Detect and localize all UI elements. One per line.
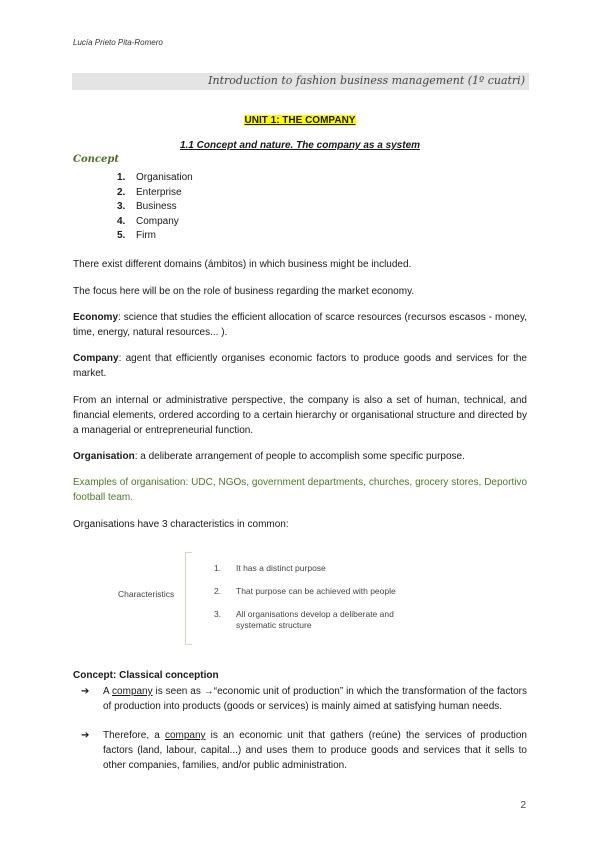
bullet-item	[81, 684, 527, 714]
course-title: Introduction to fashion business management (1º cuatri)	[208, 74, 525, 87]
diagram-item-number: 2.	[214, 586, 222, 596]
definition-company: : agent that efficiently organises economic factors to produce goods and services for the market.	[73, 353, 527, 379]
characteristics-diagram	[99, 551, 429, 645]
diagram-label: Characteristics	[118, 589, 175, 599]
arrow-icon: ➔	[81, 686, 90, 697]
list-item	[117, 186, 193, 201]
list-number: 2.	[117, 186, 126, 198]
list-number: 5.	[117, 230, 126, 242]
paragraph-domains: There exist different domains (ámbitos) in which business might be included.	[73, 259, 412, 270]
arrow-icon: ➔	[81, 730, 90, 741]
concept-list	[117, 171, 193, 244]
unit-title	[0, 110, 600, 128]
list-item	[117, 215, 193, 230]
definition-economy: : science that studies the efficient allocation of scarce resources (recursos escasos - money, time, energy, natural resources... ).	[73, 312, 527, 338]
list-number: 3.	[117, 201, 126, 213]
list-item	[117, 229, 193, 244]
paragraph-internal: From an internal or administrative perspective, the company is also a set of human, technical, and financial elements, ordered according to a certain hierarchy or organisational structure and directed by a managerial or entrepreneurial function.	[73, 395, 527, 436]
diagram-bracket	[185, 552, 192, 645]
list-label: Firm	[136, 230, 156, 242]
paragraph-characteristics-intro: Organisations have 3 characteristics in common:	[73, 519, 289, 530]
paragraph-examples: Examples of organisation: UDC, NGOs, government departments, churches, grocery stores, Deportivo football team.	[73, 477, 527, 503]
list-label: Enterprise	[136, 186, 182, 198]
paragraph-economy	[73, 310, 527, 340]
diagram-item-text: That purpose can be achieved with people	[236, 586, 396, 596]
bullet-text-part: is an economic unit that gathers (reúne) the services of production factors (land, labour, capital...) and uses them to produce goods and services that it sells to other companies, families, and/or public administration.	[103, 730, 527, 771]
term-economy: Economy	[73, 312, 119, 323]
section-title: 1.1 Concept and nature. The company as a system	[179, 140, 421, 151]
definition-organisation: : a deliberate arrangement of people to accomplish some specific purpose.	[134, 451, 465, 462]
unit-title-text: UNIT 1: THE COMPANY	[244, 115, 356, 126]
diagram-item-text: All organisations develop a deliberate and systematic structure	[236, 609, 394, 630]
classical-conception-heading: Concept: Classical conception	[73, 670, 219, 681]
paragraph-organisation	[73, 449, 527, 464]
term-organisation: Organisation	[73, 451, 135, 462]
bullet-text	[81, 684, 527, 714]
bullet-term: company	[164, 730, 206, 741]
bullet-item	[81, 728, 527, 773]
list-item	[117, 200, 193, 215]
bullet-term: company	[112, 686, 153, 697]
list-number: 1.	[117, 172, 126, 183]
paragraph-company	[73, 351, 527, 381]
diagram-item-number: 3.	[214, 609, 222, 619]
list-label: Organisation	[136, 172, 193, 183]
list-item	[117, 171, 193, 186]
bullet-text-part: Therefore, a	[103, 730, 165, 741]
course-title-bar	[72, 73, 529, 90]
list-number: 4.	[117, 215, 126, 227]
list-label: Company	[136, 215, 179, 227]
diagram-item-number: 1.	[214, 563, 222, 573]
diagram-item-text: It has a distinct purpose	[236, 563, 326, 573]
bullet-text	[81, 728, 527, 773]
page-number: 2	[520, 800, 526, 811]
bullet-text-part: is seen as →“economic unit of production” in which the transformation of the factors of production into products (goods or services) is mainly aimed at satisfying human needs.	[103, 686, 527, 712]
bullet-text-part: A	[103, 686, 113, 697]
term-company: Company	[73, 353, 119, 364]
list-label: Business	[136, 201, 177, 213]
paragraph-focus: The focus here will be on the role of business regarding the market economy.	[73, 286, 415, 297]
concept-heading: Concept	[73, 154, 119, 165]
author-name: Lucía Prieto Pita-Romero	[73, 38, 163, 47]
